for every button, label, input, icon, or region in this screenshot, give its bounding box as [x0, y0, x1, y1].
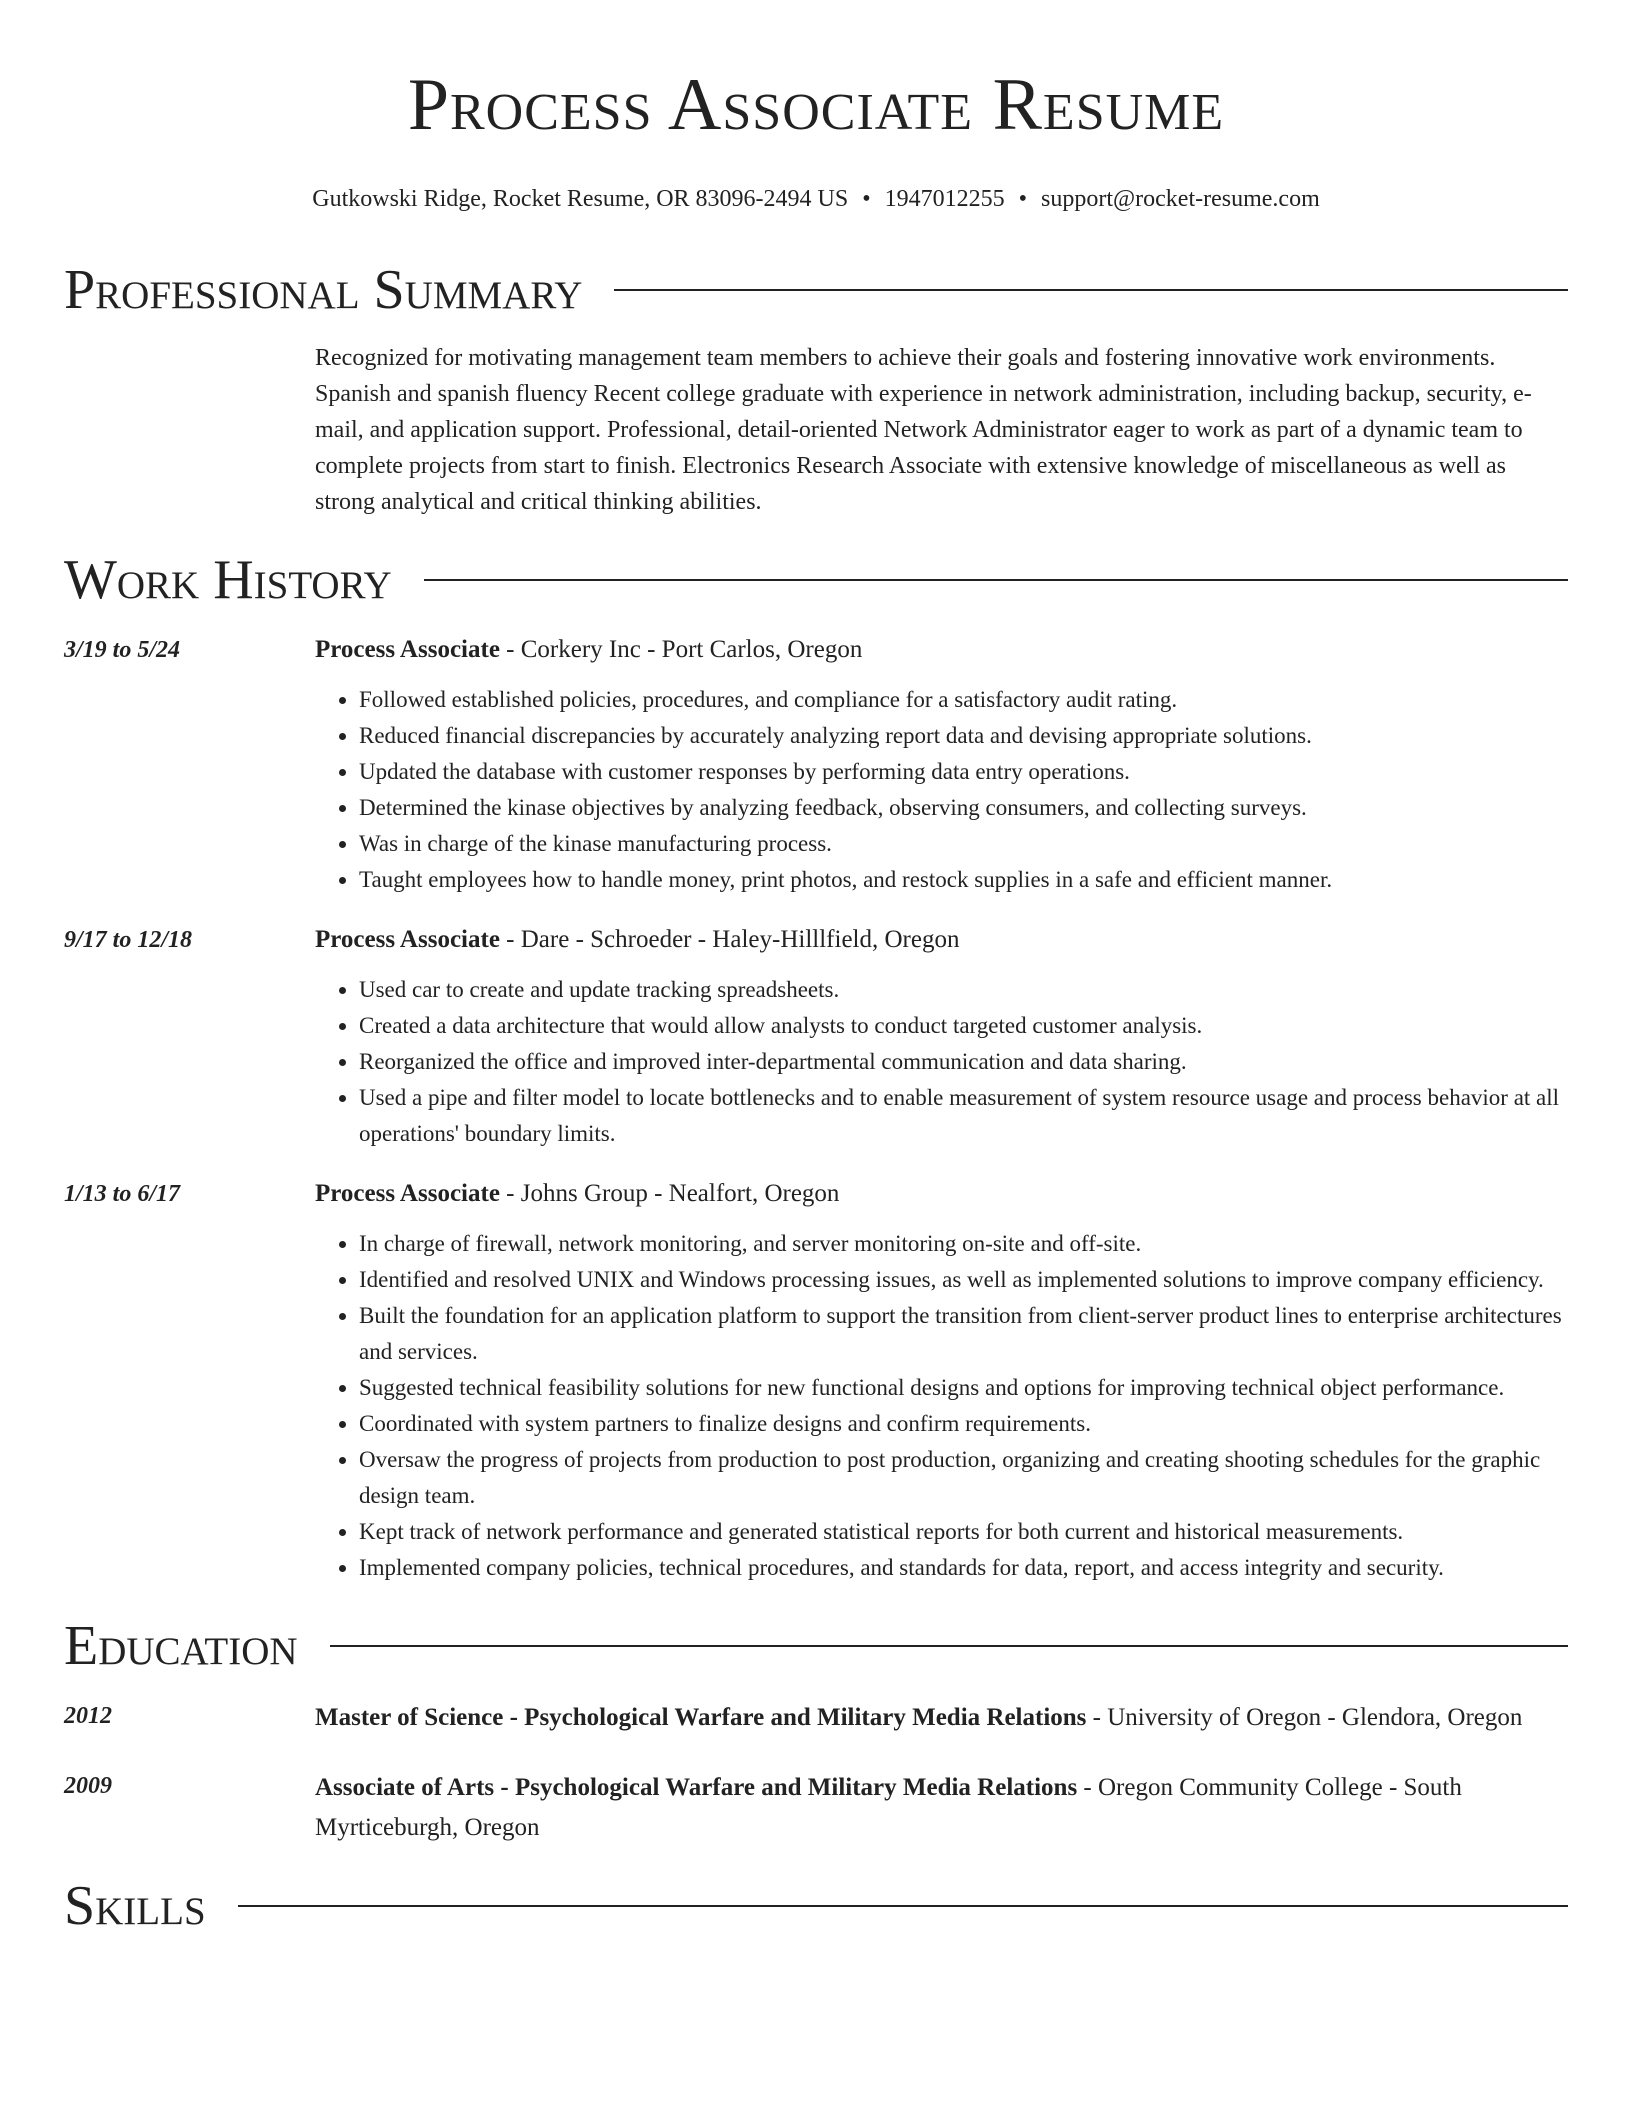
list-item: • Updated the database with customer responses by performing data entry operations. [359, 754, 1568, 790]
list-item: • Was in charge of the kinase manufacturing process. [359, 826, 1568, 862]
section-divider [424, 579, 1568, 581]
education-year: 2012 [64, 1703, 112, 1729]
job-details: - Corkery Inc - Port Carlos, Oregon [499, 636, 863, 663]
contact-email: support@rocket-resume.com [1041, 186, 1320, 212]
work-list [64, 632, 1568, 1586]
list-item: • In charge of firewall, network monitoring, and server monitoring on-site and off-site. [359, 1226, 1568, 1262]
section-divider [614, 289, 1568, 291]
job-title: Process Associate [315, 1180, 500, 1207]
list-item: • Created a data architecture that would allow analysts to conduct targeted customer analysis. [359, 1008, 1568, 1044]
list-item: • Kept track of network performance and generated statistical reports for both current and historical measurements. [359, 1514, 1568, 1550]
list-item: • Taught employees how to handle money, print photos, and restock supplies in a safe and efficient manner. [359, 862, 1568, 898]
contact-separator: • [862, 186, 871, 212]
skills-section-header [64, 1876, 1568, 1936]
list-item: • Oversaw the progress of projects from production to post production, organizing and creating shooting schedules for the graphic design team. [359, 1442, 1568, 1514]
summary-heading: Professional Summary [64, 259, 583, 321]
education-section-header [64, 1616, 1568, 1676]
contact-separator: • [1018, 186, 1028, 212]
work-section-header [64, 550, 1568, 610]
education-heading: Education [64, 1615, 298, 1677]
education-year: 2009 [64, 1773, 112, 1799]
list-item: • Identified and resolved UNIX and Windows processing issues, as well as implemented solutions to improve company efficiency. [359, 1262, 1568, 1298]
contact-phone: 1947012255 [884, 186, 1005, 212]
job-details: - Dare - Schroeder - Haley-Hilllfield, Oregon [499, 926, 960, 953]
job-entry [64, 1176, 1568, 1586]
list-item: • Suggested technical feasibility solutions for new functional designs and options for improving technical object performance. [359, 1370, 1568, 1406]
list-item: • Reorganized the office and improved inter-departmental communication and data sharing. [359, 1044, 1568, 1080]
education-school: - University of Oregon - Glendora, Oregon [1086, 1704, 1523, 1731]
skills-heading: Skills [64, 1875, 206, 1937]
job-title: Process Associate [315, 636, 500, 663]
education-school: - Oregon Community College - South Myrticeburgh, Oregon [315, 1774, 1462, 1841]
job-entry [64, 922, 1568, 1152]
list-item: • Coordinated with system partners to finalize designs and confirm requirements. [359, 1406, 1568, 1442]
job-entry [64, 632, 1568, 898]
education-entry [64, 1768, 1568, 1848]
list-item: • Built the foundation for an application platform to support the transition from client-server product lines to enterprise architectures and services. [359, 1298, 1568, 1370]
list-item: • Used a pipe and filter model to locate bottlenecks and to enable measurement of system resource usage and process behavior at all operations' boundary limits. [359, 1080, 1568, 1152]
summary-section-header [64, 260, 1568, 320]
section-divider [238, 1905, 1568, 1907]
contact-line [64, 184, 1568, 214]
education-degree: Associate of Arts - Psychological Warfare and Military Media Relations [315, 1774, 1078, 1801]
job-header [315, 632, 1568, 668]
job-title: Process Associate [315, 926, 500, 953]
work-heading: Work History [64, 549, 392, 611]
section-divider [330, 1645, 1568, 1647]
summary-text: Recognized for motivating management team members to achieve their goals and fostering innovative work environments. Spanish and spanish fluency Recent college graduate with experience in network administration, including backup, security, e-mail, and application support. Professional, detail-oriented Network Administrator eager to work as part of a dynamic team to complete projects from start to finish. Electronics Research Associate with extensive knowledge of miscellaneous as well as strong analytical and critical thinking abilities. [315, 345, 1532, 515]
job-header [315, 922, 1568, 958]
resume-title: Process Associate Resume [407, 64, 1225, 146]
job-dates: 3/19 to 5/24 [64, 637, 181, 663]
job-details: - Johns Group - Nealfort, Oregon [499, 1180, 840, 1207]
job-bullets [315, 1226, 1568, 1586]
list-item: • Reduced financial discrepancies by accurately analyzing report data and devising appropriate solutions. [359, 718, 1568, 754]
list-item: • Used car to create and update tracking spreadsheets. [359, 972, 1568, 1008]
education-entry [64, 1698, 1568, 1738]
job-dates: 1/13 to 6/17 [64, 1181, 181, 1207]
summary-row [64, 340, 1568, 520]
education-list [64, 1698, 1568, 1848]
list-item: • Implemented company policies, technical procedures, and standards for data, report, and access integrity and security. [359, 1550, 1568, 1586]
job-bullets [315, 972, 1568, 1152]
list-item: • Followed established policies, procedures, and compliance for a satisfactory audit rating. [359, 682, 1568, 718]
education-degree: Master of Science - Psychological Warfare and Military Media Relations [315, 1704, 1087, 1731]
list-item: • Determined the kinase objectives by analyzing feedback, observing consumers, and collecting surveys. [359, 790, 1568, 826]
job-header [315, 1176, 1568, 1212]
contact-address: Gutkowski Ridge, Rocket Resume, OR 83096-2494 US [312, 186, 849, 212]
job-dates: 9/17 to 12/18 [64, 927, 193, 953]
job-bullets [315, 682, 1568, 898]
